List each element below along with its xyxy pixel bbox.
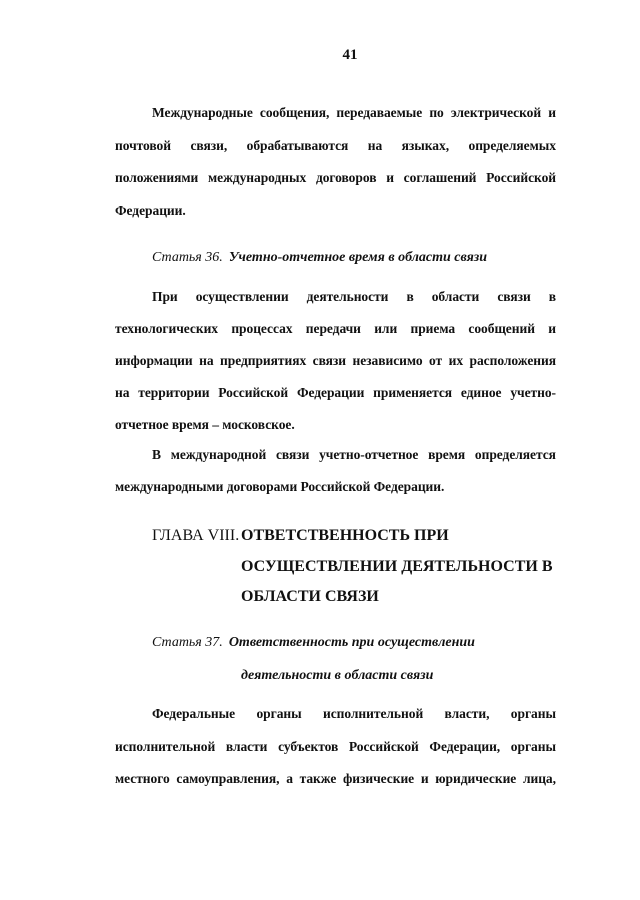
word: время [428,447,466,462]
word: Федерации, [429,739,501,754]
word: в [548,289,556,304]
word: органы [256,706,302,721]
word: а [286,771,293,786]
paragraph-3-line-1 [152,446,556,464]
paragraph-2-line-5: отчетное время – московское. [115,417,295,432]
paragraph-2-line-2 [115,320,556,338]
word: учетно-отчетное [319,447,419,462]
word: передачи [305,321,361,336]
article-36-heading [152,249,487,267]
word: определяется [474,447,556,462]
word: исполнительной [115,739,216,754]
word: учетно- [510,385,556,400]
word: обрабатываются [246,138,349,153]
word: на [115,385,130,400]
article-37-title-line-1: Ответственность при осуществлении [228,635,475,650]
paragraph-1-line-4: Федерации. [115,203,186,218]
word: лица, [522,771,556,786]
article-37-label: Статья 37. [152,635,223,650]
word: органы [510,706,556,721]
word: В [152,447,161,462]
paragraph-3-line-2: международными договорами Российской Федерации. [115,479,445,494]
word: предприятиях [220,353,307,368]
word: почтовой [115,138,171,153]
paragraph-1-line-3 [115,169,556,187]
paragraph-1-line-1 [152,104,556,122]
paragraph-2-line-4 [115,384,556,402]
word: области [431,289,480,304]
word: субъектов [278,739,339,754]
word: от [429,353,443,368]
word: физические [342,771,415,786]
article-36-label: Статья 36. [152,250,223,265]
word: передаваемые [336,105,423,120]
word: их [448,353,464,368]
word: и [420,771,429,786]
word: или [374,321,398,336]
word: территории [138,385,210,400]
chapter-8-title-line-2: ОСУЩЕСТВЛЕНИИ ДЕЯТЕЛЬНОСТИ В [241,558,553,575]
word: независимо [352,353,423,368]
word: связи [497,289,531,304]
word: сообщения, [259,105,330,120]
word: на [367,138,383,153]
chapter-8-label: ГЛАВА VIII. [152,527,240,544]
paragraph-4-line-2 [115,738,556,756]
word: на [199,353,214,368]
paragraph-4-line-3 [115,770,556,788]
page-number: 41 [342,47,358,63]
word: процессах [231,321,293,336]
word: также [299,771,337,786]
paragraph-2-line-3 [115,352,556,370]
word: связи [312,353,347,368]
paragraph-4-line-1 [152,705,556,723]
word: международных [207,170,307,185]
article-37-heading [152,634,475,652]
paragraph-1-line-2 [115,137,556,155]
word: связи [275,447,310,462]
word: определяемых [468,138,556,153]
word: договоров [315,170,377,185]
paragraph-2-line-1 [152,288,556,306]
word: власти, [444,706,490,721]
word: положениями [115,170,199,185]
word: Российской [486,170,556,185]
word: приема [410,321,456,336]
word: Федерации [296,385,365,400]
word: информации [115,353,193,368]
word: органы [510,739,556,754]
word: Федеральные [152,706,236,721]
word: юридические [435,771,517,786]
word: применяется [373,385,453,400]
word: технологических [115,321,219,336]
word: связи, [190,138,228,153]
article-36-title: Учетно-отчетное время в области связи [228,250,488,265]
word: власти [225,739,268,754]
word: и [548,105,556,120]
word: осуществлении [195,289,289,304]
chapter-8-title-line-1: ОТВЕТСТВЕННОСТЬ ПРИ [241,527,449,544]
chapter-8-title-line-3: ОБЛАСТИ СВЯЗИ [241,588,379,605]
word: и [548,321,556,336]
word: Российской [348,739,419,754]
word: и [386,170,394,185]
word: единое [460,385,502,400]
word: исполнительной [322,706,424,721]
word: электрической [450,105,542,120]
word: соглашений [403,170,477,185]
word: сообщений [468,321,535,336]
word: Российской [218,385,289,400]
word: языках, [401,138,450,153]
word: расположения [469,353,556,368]
word: деятельности [306,289,389,304]
article-37-title-line-2: деятельности в области связи [241,668,434,683]
word: Международные [152,105,253,120]
word: в [406,289,414,304]
word: международной [170,447,267,462]
word: по [429,105,444,120]
word: местного [115,771,170,786]
word: При [152,289,178,304]
word: самоуправления, [176,771,280,786]
